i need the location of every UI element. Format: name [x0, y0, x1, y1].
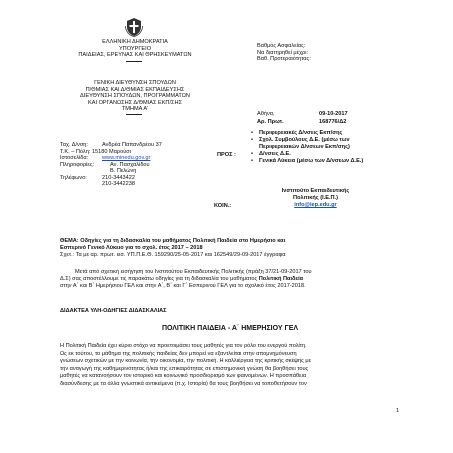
course-title: ΠΟΛΙΤΙΚΗ ΠΑΙΔΕΙΑ - Α΄ ΗΜΕΡΗΣΙΟΥ ΓΕΛ: [161, 325, 299, 332]
page-number: 1: [396, 408, 400, 414]
intro-line-2-text: Δ.Σ) σας αποστέλλουμε τις παρακάτω οδηγίες για τη διδασκαλία του μαθήματος: [60, 276, 259, 282]
protocol-label: Αρ. Πρωτ.: [257, 118, 284, 125]
general-directorate-line-4: ΚΑΙ ΟΡΓΑΝΩΣΗΣ Δ/ΘΜΙΑΣ ΕΚΠ/ΣΗΣ: [88, 99, 182, 106]
ministry-line-1: ΥΠΟΥΡΓΕΙΟ: [118, 45, 152, 52]
subject-line-1: [60, 238, 400, 245]
address-label: Ταχ. Δ/νση:: [60, 142, 88, 148]
intro-line-1: Μετά από σχετική εισήγηση του Ινστιτούτου Εκπαιδευτικής Πολιτικής (πράξη 37/21-09-2017 του: [75, 269, 312, 275]
cc-email-link[interactable]: info@iep.edu.gr: [294, 202, 337, 208]
subject-label: ΘΕΜΑ:: [60, 238, 79, 244]
website-label: Ιστοσελίδα:: [60, 155, 89, 161]
info-person-2: Β. Πελώνη: [110, 168, 137, 174]
protocol-number: 168776/Δ2: [319, 118, 347, 125]
priority-label: Βαθ. Προτεραιότητας:: [257, 56, 311, 62]
phone-1: 210-3443422: [102, 174, 135, 181]
intro-line-3: στην Α΄ και Β΄ Ημερήσιου ΓΕΛ και στην Α΄, Β΄ και Γ΄ Εσπερινού ΓΕΛ για το σχολικό έτος 2017-2018.: [60, 283, 306, 289]
recipient-item: • Δ/νσεις Δ.Ε.: [251, 151, 379, 158]
general-directorate-line-1: ΓΕΝΙΚΗ ΔΙΕΥΘΥΝΣΗ ΣΠΟΥΔΩΝ: [94, 80, 176, 86]
recipient-item: • Γενικά Λύκεια (μέσω των Δ/νσεων Δ.Ε.): [251, 158, 379, 165]
general-directorate-line-3: ΔΙΕΥΘΥΝΣΗ ΣΠΟΥΔΩΝ, ΠΡΟΓΡΑΜΜΑΤΩΝ: [80, 93, 190, 99]
subject-reference: Σχετ.: Τα με αρ. πρωτ. εισ. ΥΠ.Π.Ε.Θ. 159290/25-05-2017 και 162549/29-09-2017 έγγραφα: [60, 252, 286, 258]
postal-line: Τ.Κ. – Πόλη: 15180 Μαρούσι: [60, 148, 131, 155]
document-date: 09-10-2017: [319, 111, 348, 117]
secrecy-label: Βαθμός Ασφαλείας:: [257, 43, 306, 49]
department-name: ΤΜΗΜΑ Α': [121, 106, 149, 112]
paragraph-line: διασύνδεσης με τα άλλα γνωστικά αντικείμενα (π.χ. Ιστορία) θα τους βοηθήσει να τοποθετήσουν τον: [60, 380, 307, 387]
to-label: ΠΡΟΣ :: [217, 152, 236, 158]
website-link[interactable]: www.minedu.gov.gr: [102, 155, 151, 161]
intro-line-2: [60, 276, 303, 283]
place-date-label: Αθήνα,: [257, 111, 275, 117]
ministry-line-2: ΠΑΙΔΕΙΑΣ, ΕΡΕΥΝΑΣ ΚΑΙ ΘΡΗΣΚΕΥΜΑΤΩΝ: [78, 52, 192, 58]
paragraph-line: γνώσεων σχετικών με την κοινωνία, την οικονομία, την πολιτική. Η καλλιέργεια της κριτικής σκέψης με: [60, 358, 312, 364]
paragraph-line: Ως εκ τούτου, το μάθημα της πολιτικής παιδείας δεν μπορεί να εξαντλείται στην απομνημόνευση: [60, 350, 297, 357]
divider: [126, 61, 142, 62]
paragraph-line: Η Πολιτική Παιδεία έχει κύριο στόχο να προετοιμάσει τους μαθητές για τον ρόλο του ενεργού πολίτη.: [60, 343, 307, 349]
info-label: Πληροφορίες:: [60, 161, 95, 168]
general-directorate-line-2: Π/ΘΜΙΑΣ ΚΑΙ Δ/ΘΜΙΑΣ ΕΚΠΑΙΔΕΥΣΗΣ: [85, 86, 185, 93]
retention-label: Να διατηρηθεί μέχρι:: [257, 49, 309, 56]
paragraph-line: μαθητές να κατανοήσουν τον ιστορικό και κοινωνικό προσδιορισμό των φαινομένων. Η προσπάθεια: [60, 373, 307, 379]
greek-coat-of-arms-icon: [124, 17, 144, 37]
phone-label: Τηλέφωνο:: [60, 174, 87, 181]
country-name: ΕΛΛΗΝΙΚΗ ΔΗΜΟΚΡΑΤΙΑ: [102, 39, 168, 45]
recipient-list: [251, 130, 379, 165]
recipient-item: • Περιφερειακές Δ/νσεις Εκπ/σης: [251, 130, 379, 137]
cc-recipient-line-2: Πολιτικής (Ι.Ε.Π.): [293, 195, 338, 201]
cc-label: ΚΟΙΝ.:: [214, 203, 232, 209]
phone-2: 210-3442238: [102, 181, 135, 187]
recipient-item: • Σχολ. Συμβούλους Δ.Ε. (μέσω των Περιφερειακών Δ/νσεων Εκπ/σης): [251, 137, 379, 151]
cc-recipient-line-1: Ινστιτούτο Εκπαιδευτικής: [281, 188, 350, 194]
subject-text: Οδηγίες για τη διδασκαλία του μαθήματος Πολιτική Παιδεία στο Ημερήσιο και: [80, 238, 286, 244]
paragraph-line: την αναγωγή της καθημερινότητας ή/και της επικαιρότητας σε επιστημονική γνώση θα βοηθήσει τους: [60, 365, 309, 372]
divider: [126, 114, 142, 115]
info-person-1: Αν. Πασχαλίδου: [110, 161, 150, 168]
address-value: Ανδρέα Παπανδρέου 37: [102, 142, 162, 148]
section-heading: ΔΙΔΑΚΤΕΑ ΥΛΗ-ΟΔΗΓΙΕΣ ΔΙΔΑΣΚΑΛΙΑΣ: [60, 308, 167, 314]
subject-text-2: Εσπερινό Γενικό Λύκειο για το σχολ. έτος 2017 – 2018: [60, 245, 203, 251]
course-name-emphasis: Πολιτική Παιδεία: [258, 276, 304, 282]
